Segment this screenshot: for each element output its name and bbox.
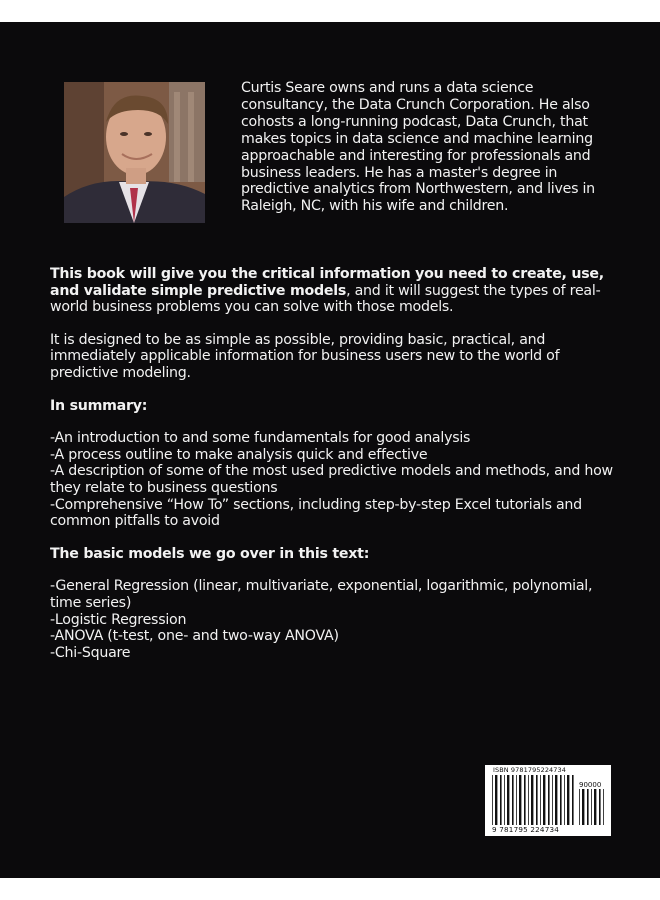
model-item: -Chi-Square: [50, 644, 131, 661]
price-code: 90000: [579, 781, 602, 789]
isbn-barcode: [485, 765, 611, 836]
isbn-label: ISBN 9781795224734: [493, 766, 566, 774]
models-heading: The basic models we go over in this text:: [50, 545, 370, 562]
model-item: -General Regression (linear, multivariate, exponential, logarithmic, polynomial, time series): [50, 578, 593, 611]
price-barcode-bars: [579, 789, 605, 825]
author-photo: [64, 82, 205, 223]
summary-item: -A description of some of the most used predictive models and methods, and how they relate to business questions: [50, 463, 613, 496]
model-item: -Logistic Regression: [50, 611, 187, 628]
summary-item: -A process outline to make analysis quick and effective: [50, 446, 428, 463]
intro-rest-text: , and it will suggest the types of real-world business problems you can solve with those models.: [50, 282, 601, 316]
barcode-bars: [492, 775, 576, 825]
intro-bold-text: This book will give you the critical information you need to create, use, and validate simple predictive models: [50, 266, 604, 299]
summary-heading: In summary:: [50, 397, 148, 414]
design-paragraph: It is designed to be as simple as possible, providing basic, practical, and immediately applicable information for business users new to the world of predictive modeling.: [50, 331, 560, 381]
barcode-digits: 9 781795 224734: [492, 825, 560, 834]
intro-paragraph: [50, 266, 620, 316]
model-item: -ANOVA (t-test, one- and two-way ANOVA): [50, 628, 339, 645]
back-cover: [0, 22, 660, 878]
summary-item: -Comprehensive “How To” sections, including step-by-step Excel tutorials and common pitfalls to avoid: [50, 496, 582, 530]
summary-item: -An introduction to and some fundamentals for good analysis: [50, 430, 471, 447]
book-description: [50, 266, 620, 661]
author-bio: Curtis Seare owns and runs a data science consultancy, the Data Crunch Corporation. He also cohosts a long-running podcast, Data Crunch, that makes topics in data science and machine learning approachable and interesting for professionals and business leaders. He has a master's degree in predictive analytics from Northwestern, and lives in Raleigh, NC, with his wife and children.: [241, 80, 595, 215]
